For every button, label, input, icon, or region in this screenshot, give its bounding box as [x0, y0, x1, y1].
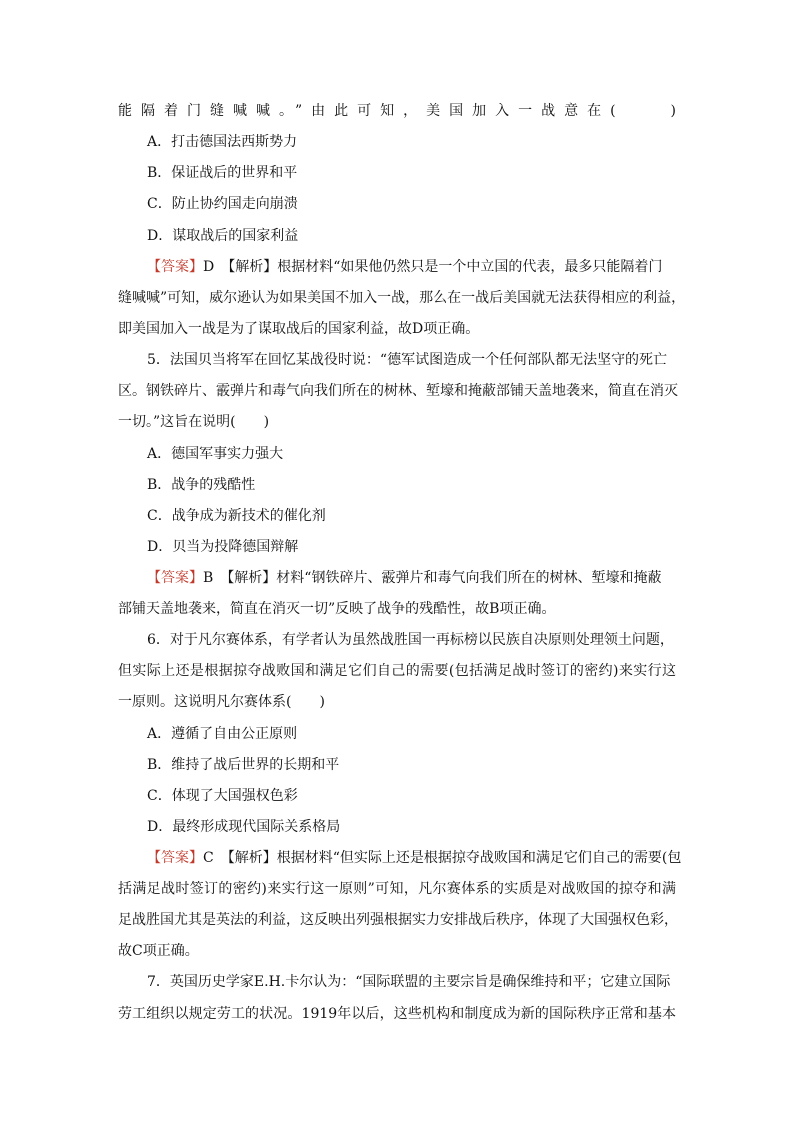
question-5-line-1	[0, 350, 794, 370]
option-c: C．体现了大国强权色彩	[147, 788, 298, 804]
answer-6-line-2	[0, 879, 794, 899]
option-b: B．维持了战后世界的长期和平	[147, 757, 340, 773]
answer-4-line-3: 即美国加入一战是为了谋取战后的国家利益，故D项正确。	[118, 321, 480, 337]
question-5-line-2	[0, 381, 794, 401]
question-text: 但实际上还是根据掠夺战败国和满足它们自己的需要(包括满足战时签订的密约)来实行这	[118, 663, 676, 679]
question-6-line-1: 6．对于凡尔赛体系，有学者认为虽然战胜国一再标榜以民族自决原则处理领土问题，	[147, 632, 674, 648]
answer-tag: 【答案】	[147, 570, 203, 586]
answer-text: 足战胜国尤其是英法的利益，这反映出列强根据实力安排战后秩序，体现了大国强权色彩，	[118, 912, 678, 928]
question-4-continuation: 能隔着门缝喊喊。”由此可知，美国加入一战意在( )	[118, 103, 676, 119]
option-c: C．战争成为新技术的催化剂	[147, 508, 326, 524]
answer-text: B 【解析】材料“钢铁碎片、霰弹片和毒气向我们所在的树林、堑壕和掩蔽	[203, 570, 662, 586]
answer-tag: 【答案】	[147, 850, 203, 866]
answer-4-line-1	[0, 257, 794, 277]
question-7-line-2	[0, 1004, 794, 1024]
option-a: A．遵循了自由公正原则	[147, 726, 298, 742]
answer-text: 缝喊喊”可知，威尔逊认为如果美国不加入一战，那么在一战后美国就无法获得相应的利益，	[118, 290, 686, 306]
option-d: D．谋取战后的国家利益	[147, 228, 299, 244]
answer-5-line-1	[0, 568, 794, 588]
question-text: 5．法国贝当将军在回忆某战役时说：“德军试图造成一个任何部队都无法坚守的死亡	[147, 352, 668, 368]
answer-text: D 【解析】根据材料“如果他仍然只是一个中立国的代表，最多只能隔着门	[203, 259, 663, 275]
option-a: A．打击德国法西斯势力	[147, 134, 298, 150]
option-b: B．保证战后的世界和平	[147, 165, 298, 181]
question-6-line-3: 一原则。这说明凡尔赛体系( )	[118, 694, 325, 710]
text-line	[0, 101, 794, 121]
option-b: B．战争的残酷性	[147, 477, 256, 493]
option-d: D．贝当为投降德国辩解	[147, 539, 299, 555]
answer-text: 括满足战时签订的密约)来实行这一原则”可知，凡尔赛体系的实质是对战败国的掠夺和满	[118, 881, 676, 897]
question-text: 区。钢铁碎片、霰弹片和毒气向我们所在的树林、堑壕和掩蔽部铺天盖地袭来，简直在消灭	[118, 383, 678, 399]
question-5-line-3: 一切。”这旨在说明( )	[118, 414, 270, 430]
answer-tag: 【答案】	[147, 259, 203, 275]
option-c: C．防止协约国走向崩溃	[147, 196, 298, 212]
answer-6-line-3	[0, 910, 794, 930]
question-text: 劳工组织以规定劳工的状况。1919年以后，这些机构和制度成为新的国际秩序正常和基本	[118, 1006, 676, 1022]
answer-text: C 【解析】根据材料“但实际上还是根据掠夺战败国和满足它们自己的需要(包	[203, 850, 682, 866]
answer-4-line-2	[0, 288, 794, 308]
question-7-line-1: 7．英国历史学家E.H.卡尔认为：“国际联盟的主要宗旨是确保维持和平；它建立国际	[147, 974, 671, 990]
option-d: D．最终形成现代国际关系格局	[147, 819, 341, 835]
answer-5-line-2: 部铺天盖地袭来，简直在消灭一切”反映了战争的残酷性，故B项正确。	[118, 601, 556, 617]
option-a: A．德国军事实力强大	[147, 446, 284, 462]
question-6-line-2	[0, 661, 794, 681]
answer-6-line-1	[0, 848, 794, 868]
answer-6-line-4: 故C项正确。	[118, 943, 199, 959]
